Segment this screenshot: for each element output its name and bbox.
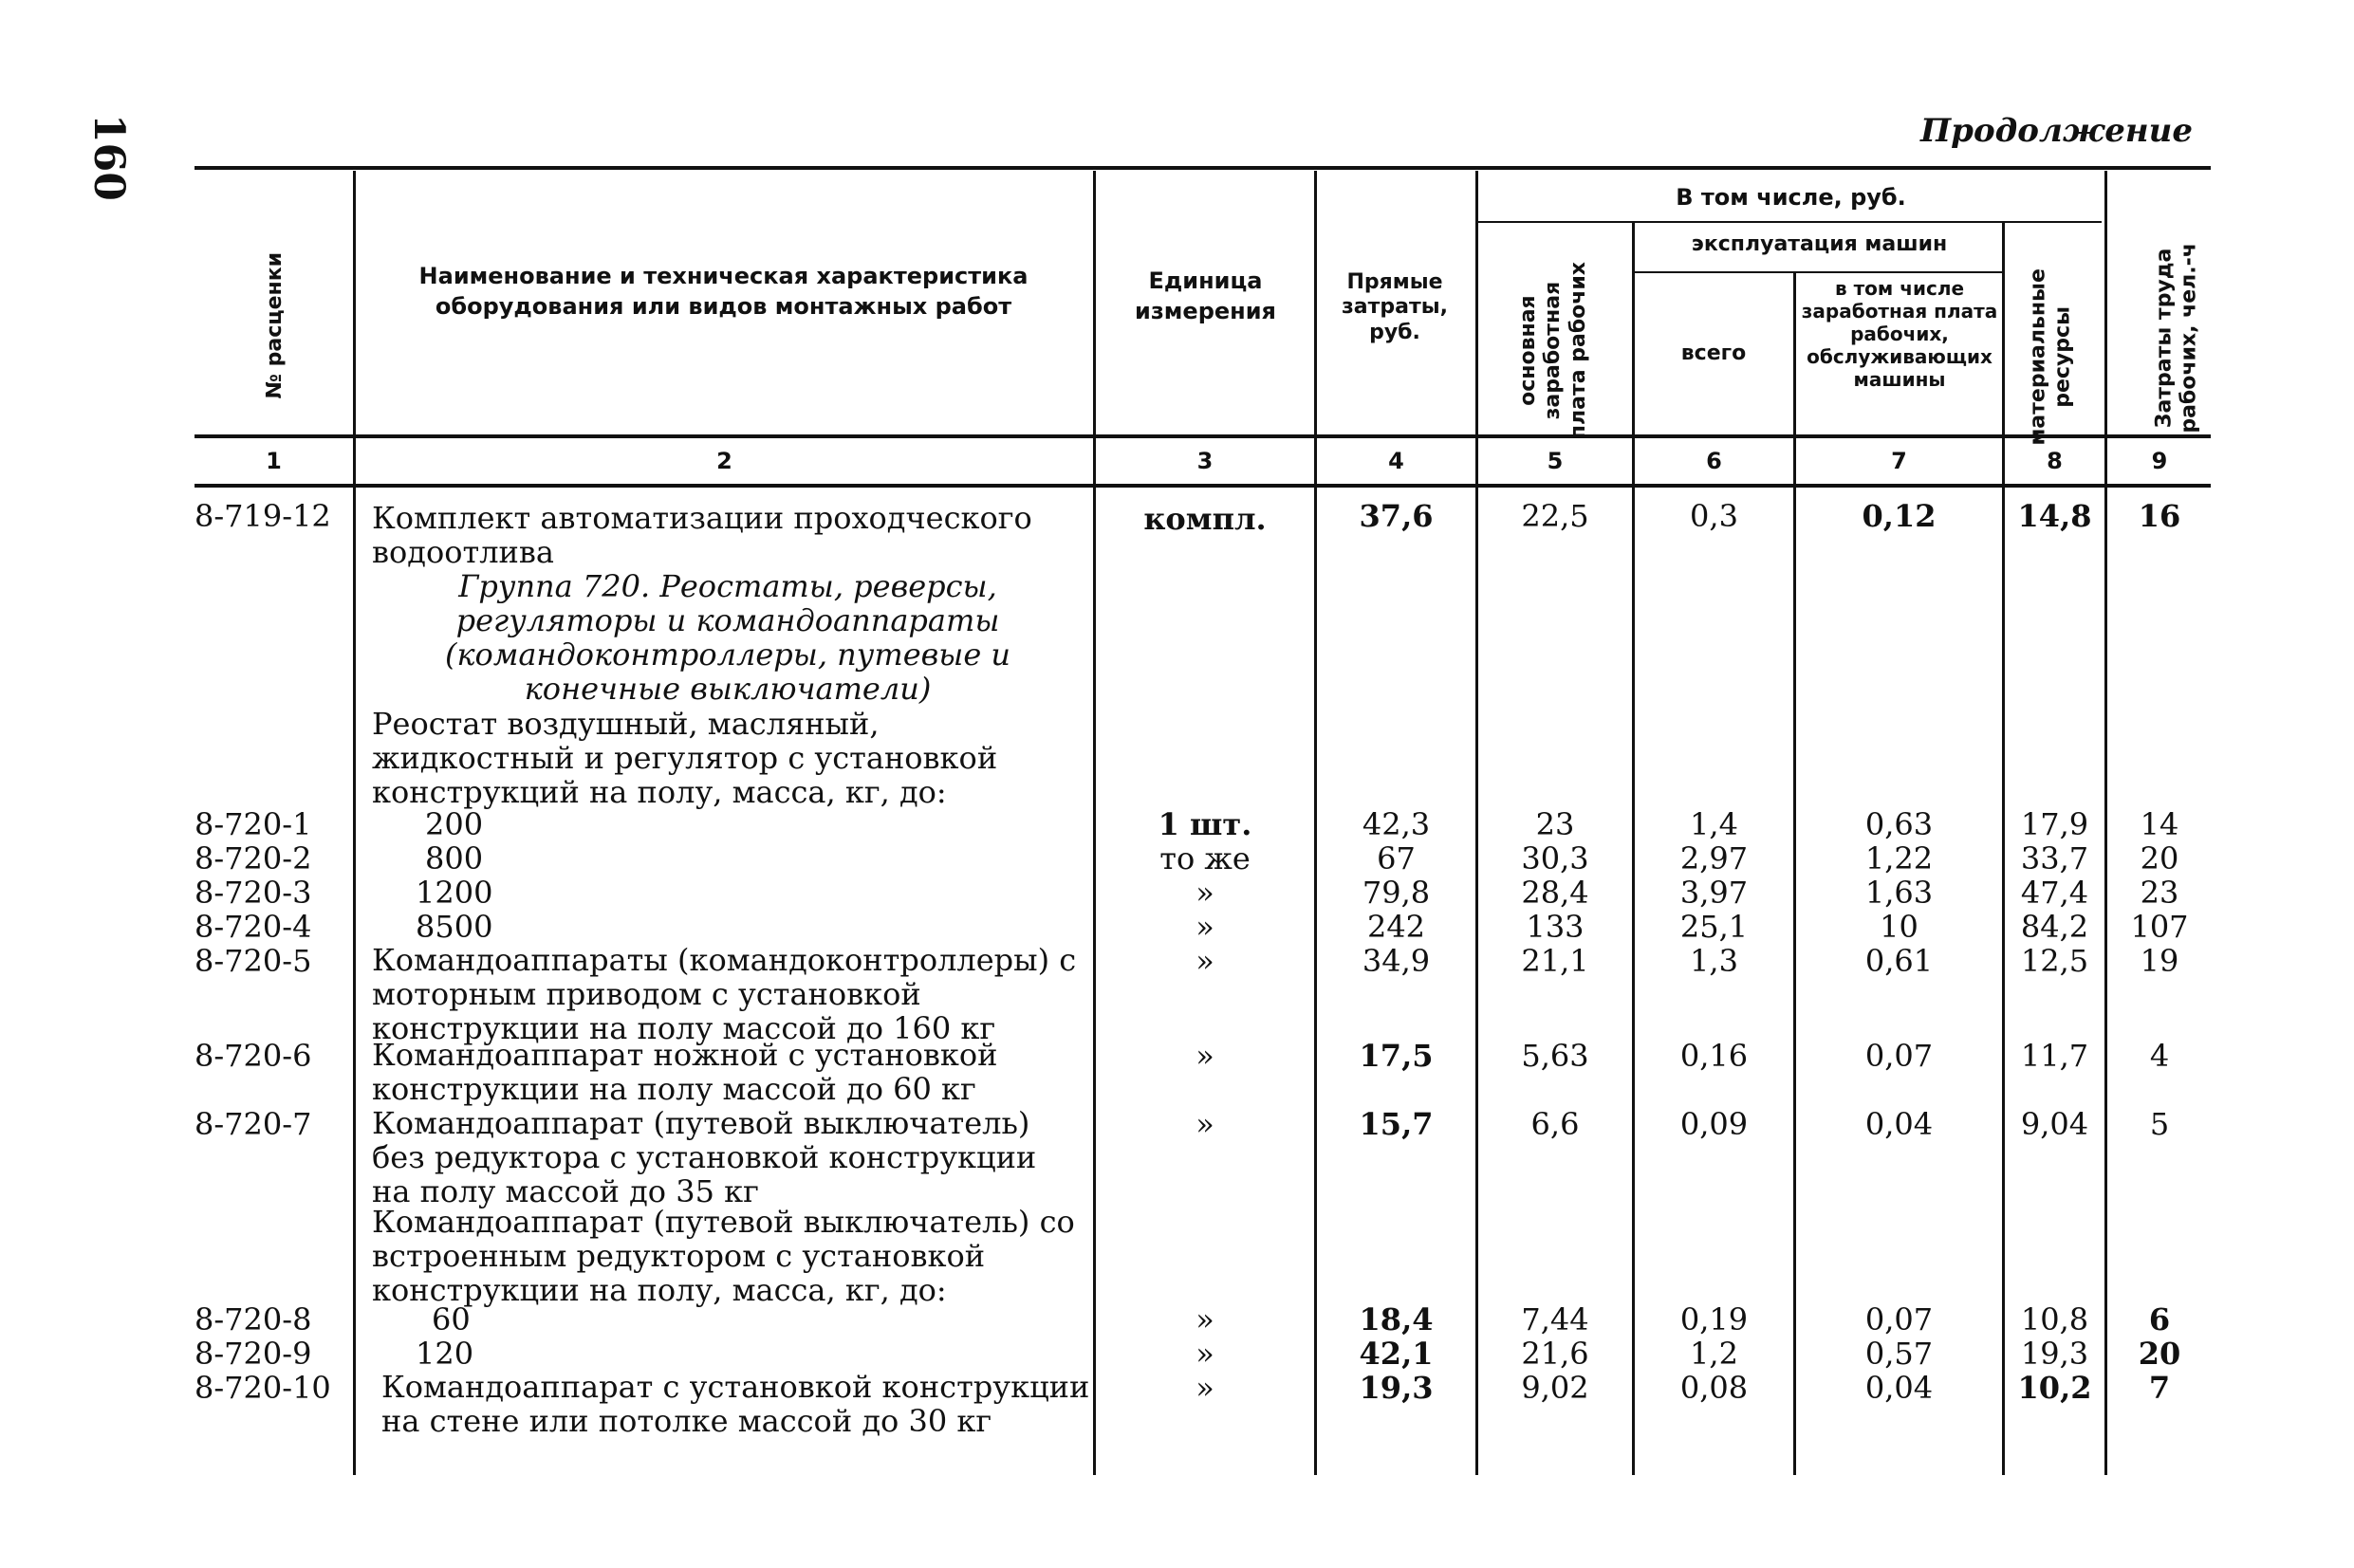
row-labor: 7 — [2148, 1370, 2171, 1406]
col-number-5: 5 — [1547, 448, 1564, 474]
header-col1: № расценки — [262, 251, 287, 399]
col-number-6: 6 — [1706, 448, 1722, 474]
row-labor: 107 — [2130, 909, 2189, 945]
row-mach-wages: 0,57 — [1864, 1336, 1934, 1372]
row-code: 8-720-6 — [195, 1038, 312, 1074]
row-code: 8-720-4 — [195, 909, 312, 945]
row-name: 8500 — [416, 909, 493, 945]
row-unit: » — [1196, 1301, 1214, 1337]
col-number-8: 8 — [2047, 448, 2063, 474]
row-unit: » — [1196, 943, 1214, 979]
col-number-2: 2 — [716, 448, 732, 474]
row-mach-wages: 0,07 — [1864, 1038, 1934, 1074]
row-mach-wages: 10 — [1880, 909, 1918, 945]
row-direct: 34,9 — [1362, 943, 1431, 979]
header-machine-ops: эксплуатация машин — [1691, 232, 1948, 256]
row-labor: 5 — [2149, 1106, 2170, 1142]
row-unit: » — [1196, 1336, 1214, 1372]
row-name: 200 — [425, 806, 484, 842]
row-name: Командоаппарат ножной с установкой конструкции на полу массой до 60 кг — [372, 1037, 998, 1107]
row-name: Командоаппарат с установкой конструкции на стене или потолке массой до 30 кг — [381, 1369, 1090, 1439]
row-wages: 133 — [1526, 909, 1585, 945]
col-number-9: 9 — [2151, 448, 2168, 474]
row-name: 800 — [425, 840, 484, 876]
row-wages: 5,63 — [1521, 1038, 1589, 1074]
row-labor: 20 — [2140, 840, 2179, 876]
row-mach-wages: 0,04 — [1864, 1370, 1934, 1406]
row-labor: 20 — [2138, 1336, 2181, 1372]
header-col3 — [1099, 266, 1312, 327]
row-wages: 9,02 — [1521, 1370, 1589, 1406]
header-col8: материальные ресурсы — [2026, 268, 2075, 446]
row-mach-total: 0,16 — [1679, 1038, 1749, 1074]
row-mach-total: 1,4 — [1690, 806, 1738, 842]
row-materials: 14,8 — [2017, 498, 2092, 534]
row-mach-total: 0,3 — [1690, 498, 1738, 534]
col-divider-1 — [353, 171, 356, 1475]
row-direct: 67 — [1377, 840, 1416, 876]
header-bottom-rule — [195, 434, 2211, 438]
row-mach-wages: 0,12 — [1862, 498, 1937, 534]
row-code: 8-720-5 — [195, 943, 312, 979]
row-direct: 15,7 — [1359, 1106, 1434, 1142]
group-title: Группа 720. Реостаты, реверсы, регуляторы и командоаппараты (командоконтроллеры, путевые и конечные выключатели) — [444, 568, 1011, 707]
row-materials: 17,9 — [2020, 806, 2089, 842]
row-direct: 17,5 — [1359, 1038, 1434, 1074]
row-unit: » — [1196, 909, 1214, 945]
row-unit: » — [1196, 1370, 1214, 1406]
row-mach-wages: 1,63 — [1864, 875, 1934, 911]
row-labor: 19 — [2140, 943, 2179, 979]
including-underline — [1475, 221, 2102, 223]
row-unit: » — [1196, 875, 1214, 911]
row-wages: 28,4 — [1521, 875, 1589, 911]
row-wages: 21,6 — [1521, 1336, 1589, 1372]
row-labor: 23 — [2140, 875, 2179, 911]
row-materials: 11,7 — [2020, 1038, 2089, 1074]
row-mach-total: 0,19 — [1679, 1301, 1749, 1337]
row-mach-wages: 0,61 — [1864, 943, 1934, 979]
col-number-3: 3 — [1196, 448, 1214, 474]
row-code: 8-720-7 — [195, 1106, 312, 1142]
col-number-4: 4 — [1388, 448, 1404, 474]
row-code: 8-720-3 — [195, 875, 312, 911]
row-mach-total: 25,1 — [1679, 909, 1749, 945]
row-labor: 16 — [2138, 498, 2181, 534]
row-name: Комплект автоматизации проходческого водоотлива — [372, 500, 1032, 570]
continuation-label: Продолжение — [1920, 112, 2193, 150]
row-materials: 33,7 — [2020, 840, 2089, 876]
row-materials: 47,4 — [2020, 875, 2089, 911]
row-code: 8-720-8 — [195, 1301, 312, 1337]
cmd-intro: Командоаппарат (путевой выключатель) со встроенным редуктором с установкой конструкции на полу, масса, кг, до: — [372, 1204, 1075, 1308]
row-mach-total: 0,08 — [1679, 1370, 1749, 1406]
row-direct: 242 — [1366, 909, 1426, 945]
row-mach-total: 0,09 — [1679, 1106, 1749, 1142]
header-col2 — [361, 261, 1086, 323]
row-mach-total: 1,3 — [1690, 943, 1738, 979]
row-wages: 30,3 — [1521, 840, 1589, 876]
row-name: Командоаппарат (путевой выключатель) без редуктора с установкой конструкции на полу массой до 35 кг — [372, 1105, 1037, 1209]
row-wages: 23 — [1535, 806, 1575, 842]
row-materials: 9,04 — [2020, 1106, 2089, 1142]
row-unit: то же — [1159, 840, 1251, 876]
machine-ops-underline — [1632, 271, 2002, 273]
row-mach-wages: 0,63 — [1864, 806, 1934, 842]
row-mach-total: 3,97 — [1679, 875, 1749, 911]
row-materials: 10,8 — [2020, 1301, 2089, 1337]
row-direct: 79,8 — [1362, 875, 1431, 911]
row-wages: 6,6 — [1530, 1106, 1580, 1142]
row-unit: компл. — [1143, 501, 1267, 537]
row-mach-wages: 0,07 — [1864, 1301, 1934, 1337]
row-name: 60 — [432, 1301, 471, 1337]
row-labor: 6 — [2148, 1301, 2171, 1337]
row-mach-wages: 1,22 — [1864, 840, 1934, 876]
header-col9: Затраты труда рабочих, чел.-ч — [2152, 243, 2201, 434]
row-unit: 1 шт. — [1158, 806, 1252, 842]
row-materials: 19,3 — [2020, 1336, 2089, 1372]
page-number: 160 — [84, 114, 133, 201]
row-labor: 14 — [2140, 806, 2179, 842]
row-direct: 37,6 — [1359, 498, 1434, 534]
row-name: Командоаппараты (командоконтроллеры) с моторным приводом с установкой конструкции на полу массой до 160 кг — [372, 942, 1077, 1046]
row-mach-wages: 0,04 — [1864, 1106, 1934, 1142]
header-col3-line1: Единица — [1148, 267, 1263, 294]
row-mach-total: 1,2 — [1690, 1336, 1738, 1372]
row-materials: 84,2 — [2020, 909, 2089, 945]
row-code: 8-720-9 — [195, 1336, 312, 1372]
header-col7: в том числе заработная плата рабочих, обслуживающих машины — [1801, 277, 1998, 391]
header-col5: основная заработная плата рабочих — [1515, 261, 1590, 440]
row-materials: 10,2 — [2017, 1370, 2092, 1406]
header-col6: всего — [1680, 341, 1747, 365]
header-col3-line2: измерения — [1135, 298, 1276, 325]
row-direct: 42,1 — [1359, 1336, 1434, 1372]
col-number-1: 1 — [266, 448, 282, 474]
row-code: 8-719-12 — [195, 498, 331, 534]
row-direct: 42,3 — [1362, 806, 1431, 842]
row-unit: » — [1196, 1106, 1214, 1142]
row-direct: 18,4 — [1359, 1301, 1434, 1337]
header-col4: Прямые затраты, руб. — [1342, 270, 1448, 344]
col-number-7: 7 — [1891, 448, 1907, 474]
row-name: 1200 — [416, 875, 493, 911]
table-top-rule — [195, 166, 2211, 170]
row-direct: 19,3 — [1359, 1370, 1434, 1406]
rheostat-intro: Реостат воздушный, масляный, жидкостный и регулятор с установкой конструкций на полу, масса, кг, до: — [372, 706, 998, 810]
row-wages: 22,5 — [1521, 498, 1589, 534]
row-wages: 7,44 — [1521, 1301, 1589, 1337]
row-unit: » — [1196, 1038, 1214, 1074]
row-wages: 21,1 — [1521, 943, 1589, 979]
numbers-bottom-rule — [195, 484, 2211, 488]
row-materials: 12,5 — [2020, 943, 2089, 979]
row-code: 8-720-1 — [195, 806, 312, 842]
row-code: 8-720-10 — [195, 1370, 331, 1406]
row-name: 120 — [416, 1336, 474, 1372]
row-mach-total: 2,97 — [1679, 840, 1749, 876]
header-col2-line2: оборудования или видов монтажных работ — [435, 293, 1012, 321]
header-including: В том числе, руб. — [1676, 184, 1906, 211]
header-col2-line1: Наименование и техническая характеристика — [418, 263, 1029, 289]
row-code: 8-720-2 — [195, 840, 312, 876]
row-labor: 4 — [2149, 1038, 2170, 1074]
